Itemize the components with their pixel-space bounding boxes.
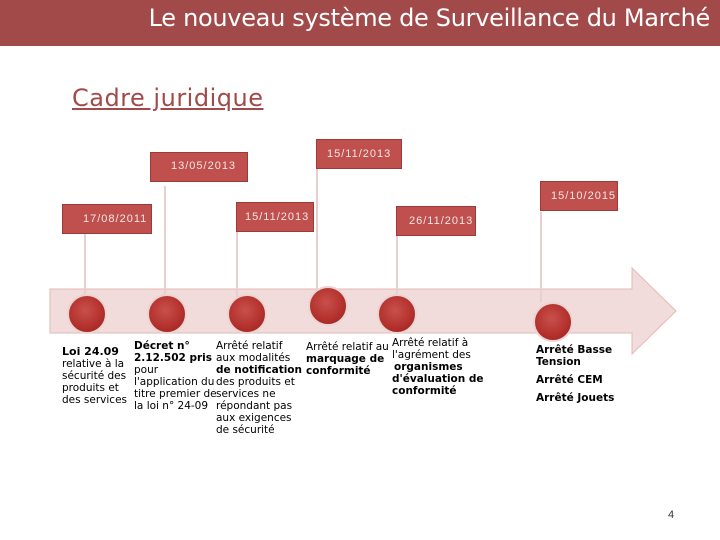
text-line: Décret n°	[134, 340, 190, 352]
text-line: organismes	[394, 361, 463, 373]
text-line: produits et	[62, 382, 119, 394]
date-label: 15/11/2013	[327, 148, 392, 160]
stem-2015	[540, 212, 542, 302]
timeline-dot	[67, 294, 107, 334]
date-box-2015	[540, 181, 618, 211]
text-line: services ne	[216, 388, 276, 400]
stem-2013-11-b	[316, 168, 318, 302]
date-label: 15/11/2013	[245, 211, 310, 223]
stem-2011	[84, 232, 86, 302]
text-line: des produits et	[216, 376, 295, 388]
date-box-2011	[62, 204, 152, 234]
text-line: conformité	[392, 385, 457, 397]
timeline-dot	[377, 294, 417, 334]
text-line: relative à la	[62, 358, 125, 370]
text-line: pour	[134, 364, 159, 376]
text-line: titre premier de	[134, 388, 217, 400]
text-line: 2.12.502 pris	[134, 352, 213, 364]
date-label: 17/08/2011	[83, 213, 148, 225]
text-line: marquage de	[306, 353, 385, 365]
stem-2013-11-c	[396, 234, 398, 302]
text-line: conformité	[306, 365, 371, 377]
timeline-dot	[227, 294, 267, 334]
text-line: Loi 24.09	[62, 345, 119, 358]
arrete-marquage-text	[306, 341, 389, 377]
timeline-dot	[147, 294, 187, 334]
date-label: 13/05/2013	[171, 160, 237, 172]
text-line: l'application du	[134, 376, 215, 388]
arrete-notification-text	[216, 340, 302, 436]
text-line: l'agrément des	[392, 349, 471, 361]
date-box-2013-11-right	[396, 206, 476, 236]
page-number: 4	[668, 509, 675, 521]
date-label: 15/10/2015	[551, 190, 617, 202]
text-line: répondant pas	[216, 400, 293, 412]
slide-title: Le nouveau système de Surveillance du Marché	[148, 4, 710, 32]
text-line: Tension	[536, 356, 581, 368]
text-line: Arrêté relatif au	[306, 341, 389, 353]
stem-2013-05	[164, 186, 166, 302]
text-line: aux modalités	[216, 352, 291, 364]
text-line: Arrêté CEM	[536, 374, 603, 386]
date-box-2013-05	[150, 152, 248, 182]
date-box-2013-11-top	[316, 139, 402, 169]
text-line: Arrêté relatif	[216, 340, 283, 352]
text-line: aux exigences	[216, 412, 292, 424]
stem-2013-11-a	[236, 230, 238, 302]
timeline-dot	[308, 286, 348, 326]
text-line: la loi n° 24-09	[134, 400, 209, 412]
text-line: Arrêté Jouets	[536, 392, 615, 404]
text-line: d'évaluation de	[392, 373, 484, 385]
text-line: Arrêté relatif à	[392, 337, 469, 349]
decret-text	[134, 340, 217, 412]
text-line: sécurité des	[62, 370, 127, 382]
text-line: de notification	[216, 364, 302, 376]
date-box-2013-11-mid	[236, 202, 314, 232]
section-title: Cadre juridique	[72, 84, 264, 112]
text-line: des services	[62, 394, 128, 406]
date-label: 26/11/2013	[409, 215, 474, 227]
timeline-dot	[533, 302, 573, 342]
arrete-agrement-text	[392, 337, 484, 397]
text-line: de sécurité	[216, 424, 275, 436]
arretes-2015-text	[536, 344, 614, 404]
loi-24-09-text	[62, 346, 127, 406]
text-line: Arrêté Basse	[536, 344, 613, 356]
